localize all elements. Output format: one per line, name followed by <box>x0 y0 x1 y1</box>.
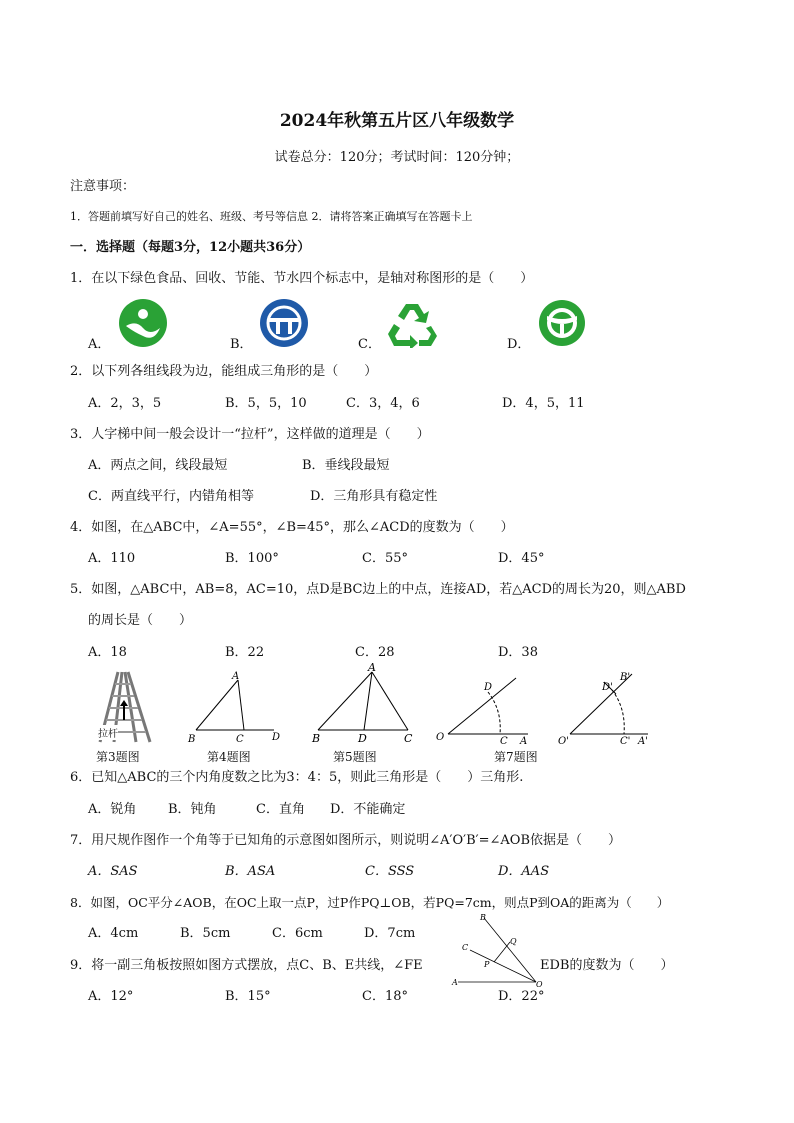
q5-option-d: D．38 <box>498 645 538 660</box>
question-5-stem: 5．如图，△ABC中，AB=8，AC=10，点D是BC边上的中点，连接AD，若△ACD的周长为20，则△ABD <box>70 582 686 597</box>
notice-items: 1．答题前填写好自己的姓名、班级、考号等信息 2．请将答案正确填写在答题卡上 <box>70 210 473 223</box>
fig5-label-c: C <box>404 732 413 745</box>
q3-option-c: C．两直线平行，内错角相等 <box>88 489 254 504</box>
question-7-stem: 7．用尺规作图作一个角等于已知角的示意图如图所示，则说明∠A′O′B′=∠AOB依据是（ ） <box>70 833 622 848</box>
question-2-stem: 2．以下列各组线段为边，能组成三角形的是（ ） <box>70 364 378 379</box>
water-saving-logo-icon <box>259 298 309 348</box>
fig4-label-b: B <box>188 734 196 745</box>
caption-fig3: 第3题图 <box>96 750 140 764</box>
caption-fig4: 第4题图 <box>207 750 251 764</box>
fig7a-label-o: O <box>436 732 445 743</box>
figure-5-triangle <box>310 660 420 746</box>
question-4-stem: 4．如图，在△ABC中，∠A=55°，∠B=45°，那么∠ACD的度数为（ ） <box>70 520 514 535</box>
question-9-stem-cont: EDB的度数为（ ） <box>540 958 674 973</box>
q7-option-a: A．SAS <box>88 864 138 879</box>
fig7b-label-d: D' <box>602 682 613 693</box>
fig5-label-d: D <box>358 732 367 745</box>
fig7b-label-c: C' <box>620 736 631 746</box>
question-9-stem: 9．将一副三角板按照如图方式摆放，点C、B、E共线，∠FE <box>70 958 423 973</box>
figure-7-copied-angle <box>556 668 662 746</box>
q2-option-c: C．3，4，6 <box>346 396 420 411</box>
q6-option-d: D．不能确定 <box>330 802 406 817</box>
green-food-logo-icon <box>118 298 168 348</box>
q2-option-a: A．2，3，5 <box>88 396 162 411</box>
fig7a-label-a: A <box>520 736 528 746</box>
q9-option-c: C．18° <box>362 989 408 1004</box>
q1-option-d: D． <box>507 337 531 352</box>
fig7b-label-b: B' <box>620 672 631 683</box>
q6-option-c: C．直角 <box>256 802 305 817</box>
fig5-label-a: A <box>368 661 376 674</box>
fig8-label-a: A <box>452 978 458 987</box>
q6-option-a: A．锐角 <box>88 802 137 817</box>
fig8-label-q: Q <box>510 937 517 946</box>
question-3-stem: 3．人字梯中间一般会设计一“拉杆”，这样做的道理是（ ） <box>70 427 430 442</box>
q4-option-a: A．110 <box>88 551 136 566</box>
question-5-stem-cont: 的周长是（ ） <box>88 613 193 628</box>
q9-option-b: B．15° <box>225 989 271 1004</box>
q1-option-a: A． <box>88 337 111 352</box>
q8-option-c: C．6cm <box>272 926 323 941</box>
energy-saving-logo-icon <box>537 298 587 348</box>
figure-4-triangle <box>184 668 284 746</box>
section-heading: 一．选择题（每题3分，12小题共36分） <box>70 240 311 255</box>
ladder-label: 拉杆 <box>98 725 118 740</box>
q9-option-a: A．12° <box>88 989 134 1004</box>
fig4-label-a: A <box>232 671 240 682</box>
fig4-label-c: C <box>236 734 244 745</box>
q4-option-d: D．45° <box>498 551 545 566</box>
q7-option-b: B．ASA <box>225 864 276 879</box>
figure-7-angle <box>434 668 534 746</box>
notice-heading: 注意事项： <box>70 179 136 194</box>
figure-8-angle-bisector <box>450 912 550 988</box>
q8-option-a: A．4cm <box>88 926 139 941</box>
q8-option-d: D．7cm <box>364 926 416 941</box>
q5-option-b: B．22 <box>225 645 265 660</box>
fig4-label-d: D <box>272 732 281 743</box>
question-6-stem: 6．已知△ABC的三个内角度数之比为3：4：5，则此三角形是（ ）三角形. <box>70 770 524 785</box>
question-1-stem: 1．在以下绿色食品、回收、节能、节水四个标志中，是轴对称图形的是（ ） <box>70 271 534 286</box>
q8-option-b: B．5cm <box>180 926 231 941</box>
q3-option-d: D．三角形具有稳定性 <box>310 489 438 504</box>
q3-option-a: A．两点之间，线段最短 <box>88 458 228 473</box>
exam-info: 试卷总分：120分；考试时间：120分钟； <box>274 150 520 165</box>
fig8-label-b: B <box>480 913 486 922</box>
fig8-label-c: C <box>462 943 469 952</box>
q4-option-b: B．100° <box>225 551 279 566</box>
q3-option-b: B．垂线段最短 <box>302 458 390 473</box>
q9-option-d: D．22° <box>498 989 545 1004</box>
caption-fig7: 第7题图 <box>494 750 538 764</box>
fig7b-label-a: A' <box>638 736 648 746</box>
q2-option-b: B．5，5，10 <box>225 396 307 411</box>
fig7b-label-o: O' <box>558 736 569 746</box>
q5-option-c: C．28 <box>355 645 395 660</box>
fig8-label-o: O <box>536 980 543 988</box>
q2-option-d: D．4，5，11 <box>502 396 585 411</box>
fig7a-label-c: C <box>500 736 508 746</box>
q7-option-c: C．SSS <box>365 864 415 879</box>
page-title: 2024年秋第五片区八年级数学 <box>279 111 515 131</box>
q7-option-d: D．AAS <box>498 864 550 879</box>
fig5-label-b: B <box>312 732 321 745</box>
caption-fig5: 第5题图 <box>333 750 377 764</box>
q1-option-c: C． <box>358 337 381 352</box>
recycle-logo-icon <box>386 300 438 348</box>
fig8-label-p: P <box>484 960 490 969</box>
q6-option-b: B．钝角 <box>168 802 217 817</box>
q4-option-c: C．55° <box>362 551 408 566</box>
question-8-stem: 8．如图，OC平分∠AOB，在OC上取一点P，过P作PQ⊥OB，若PQ=7cm，则点P到OA的距离为（ ） <box>70 895 670 910</box>
q1-option-b: B． <box>230 337 253 352</box>
fig7a-label-d: D <box>484 682 493 693</box>
q5-option-a: A．18 <box>88 645 127 660</box>
